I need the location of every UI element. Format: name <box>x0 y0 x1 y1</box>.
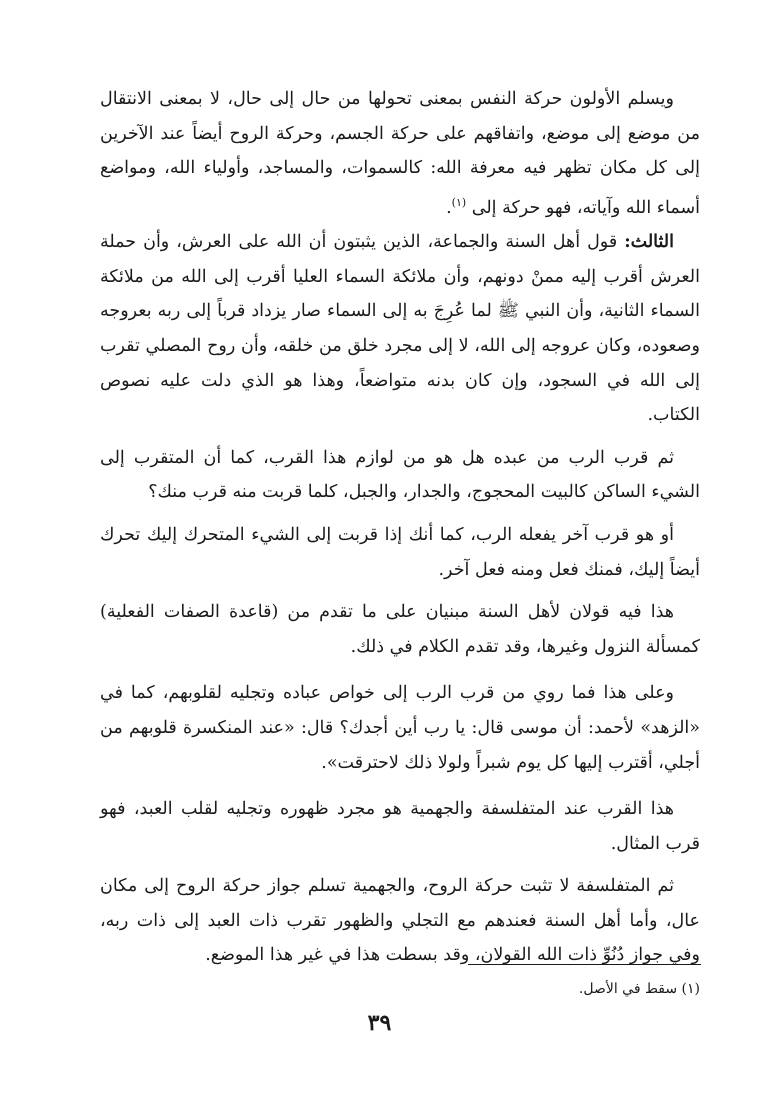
paragraph-1-end: . <box>446 197 452 218</box>
paragraph-8: ثم المتفلسفة لا تثبت حركة الروح، والجهمية تسلم جواز حركة الروح إلى مكان عال، وأما أهل السنة فعندهم مع التجلي والظهور تقرب ذات العبد إلى ذات ربه، وفي جواز دُنُوِّ ذات الله القولان، وقد بسطت هذا في غير هذا الموضع. <box>100 876 700 966</box>
paragraph-1-text: ويسلم الأولون حركة النفس بمعنى تحولها من حال إلى حال، لا بمعنى الانتقال من موضع إلى موضع، واتفاقهم على حركة الجسم، وحركة الروح أيضاً عند الآخرين إلى كل مكان تظهر فيه معرفة الله: كالسموات، والمساجد، وأولياء الله، ومواضع أسماء الله وآياته، فهو حركة إلى <box>100 89 700 218</box>
main-text <box>100 82 700 973</box>
paragraph-5: هذا فيه قولان لأهل السنة مبنيان على ما تقدم من (قاعدة الصفات الفعلية) كمسألة النزول وغيرها، وقد تقدم الكلام في ذلك. <box>100 602 700 657</box>
page-number: ٣٩ <box>367 1010 392 1036</box>
footnote-reference: (١) <box>451 195 467 209</box>
paragraph-2 <box>100 225 700 433</box>
paragraph-7: هذا القرب عند المتفلسفة والجهمية هو مجرد ظهوره وتجليه لقلب العبد، فهو قرب المثال. <box>100 799 700 854</box>
paragraph-1 <box>100 82 700 225</box>
footnote: (١) سقط في الأصل. <box>578 981 700 997</box>
paragraph-6: وعلى هذا فما روي من قرب الرب إلى خواص عباده وتجليه لقلوبهم، كما في «الزهد» لأحمد: أن موسى قال: يا رب أين أجدك؟ قال: «عند المنكسرة قلوبهم من أجلي، أقترب إليها كل يوم شبراً ولولا ذلك لاحترقت». <box>100 683 700 773</box>
paragraph-2-text: قول أهل السنة والجماعة، الذين يثبتون أن الله على العرش، وأن حملة العرش أقرب إليه ممنْ دونهم، وأن ملائكة السماء العليا أقرب إلى الله من ملائكة السماء الثانية، وأن النبي ﷺ لما عُرِجَ به إلى السماء صار يزداد قرباً إلى ربه بعروجه وصعوده، وكان عروجه إلى الله، لا إلى مجرد خلق من خلقه، وأن روح المصلي تقرب إلى الله في السجود، وإن كان بدنه متواضعاً، وهذا هو الذي دلت عليه نصوص الكتاب. <box>100 232 700 426</box>
paragraph-3: ثم قرب الرب من عبده هل هو من لوازم هذا القرب، كما أن المتقرب إلى الشيء الساكن كالبيت المحجوج، والجدار، والجبل، كلما قربت منه قرب منك؟ <box>100 447 700 503</box>
section-label-third: الثالث: <box>624 232 674 253</box>
footnote-separator <box>468 964 701 965</box>
paragraph-4: أو هو قرب آخر يفعله الرب، كما أنك إذا قربت إلى الشيء المتحرك إليك تحرك أيضاً إليك، فمنك فعل ومنه فعل آخر. <box>100 524 700 580</box>
